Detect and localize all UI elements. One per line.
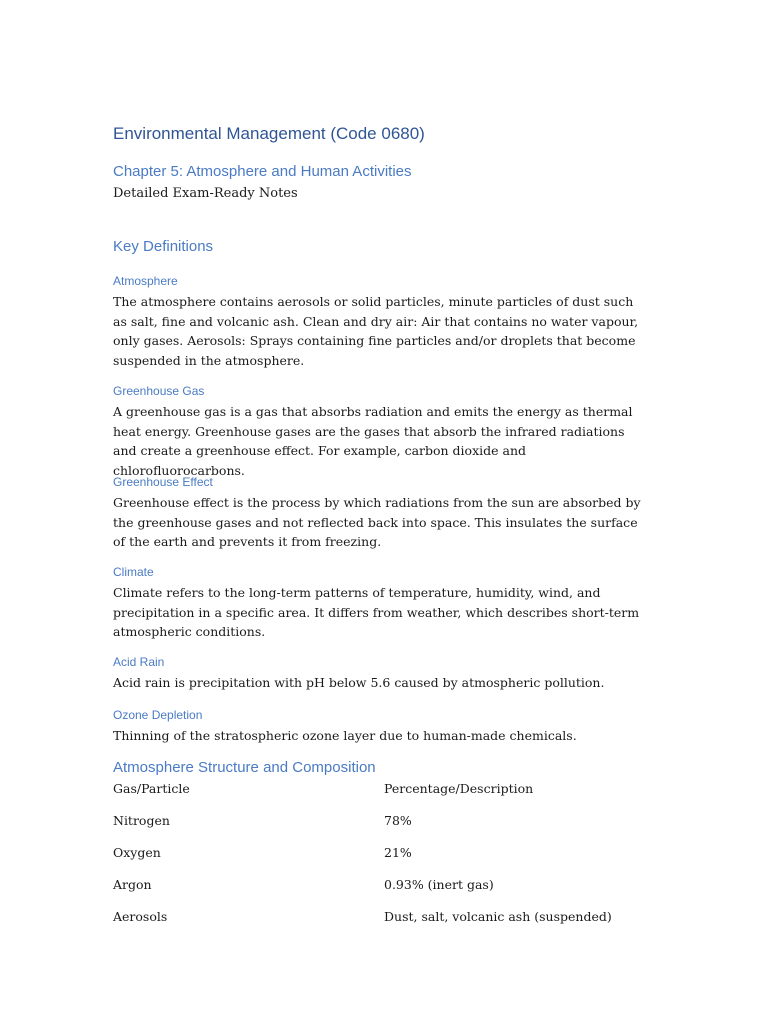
definition-text-greenhouse-gas: A greenhouse gas is a gas that absorbs radiation and emits the energy as thermal heat energy. Greenhouse gases are the gases that absorb the infrared radiations and create a greenhouse effect. For example, carbon dioxide and chlorofluorocarbons.	[113, 404, 633, 478]
definition-text-greenhouse-effect: Greenhouse effect is the process by which radiations from the sun are absorbed by the greenhouse gases and not reflected back into space. This insulates the surface of the earth and prevents it from freezing.	[113, 495, 641, 549]
table-cell: Aerosols	[113, 909, 168, 924]
document-subtitle: Detailed Exam-Ready Notes	[113, 186, 298, 201]
table-cell: 78%	[384, 813, 412, 828]
document-title: Environmental Management (Code 0680)	[113, 124, 425, 143]
definition-text-acid-rain: Acid rain is precipitation with pH below 5.6 caused by atmospheric pollution.	[113, 675, 605, 690]
definition-term-acid-rain: Acid Rain	[113, 655, 165, 669]
table-header-row	[113, 781, 653, 801]
definition-term-greenhouse-gas: Greenhouse Gas	[113, 384, 205, 398]
definition-term-atmosphere: Atmosphere	[113, 274, 178, 288]
definition-term-ozone-depletion: Ozone Depletion	[113, 708, 203, 722]
section-heading-composition: Atmosphere Structure and Composition	[113, 759, 376, 776]
section-heading-key-definitions: Key Definitions	[113, 238, 214, 255]
definition-text-climate: Climate refers to the long-term patterns of temperature, humidity, wind, and precipitation in a specific area. It differs from weather, which describes short-term atmospheric conditions.	[113, 585, 640, 639]
table-header-cell: Percentage/Description	[384, 781, 534, 796]
table-cell: 21%	[384, 845, 412, 860]
table-row	[113, 909, 653, 929]
table-cell: 0.93% (inert gas)	[384, 877, 494, 892]
table-header-cell: Gas/Particle	[113, 781, 190, 796]
definition-text-ozone-depletion: Thinning of the stratospheric ozone layer due to human-made chemicals.	[113, 728, 577, 743]
table-row	[113, 813, 653, 833]
definition-text-atmosphere: The atmosphere contains aerosols or solid particles, minute particles of dust such as salt, fine and volcanic ash. Clean and dry air: Air that contains no water vapour, only gases. Aerosols: Sprays containing fine particles and/or droplets that become suspended in the atmosphere.	[113, 294, 639, 368]
table-row	[113, 877, 653, 897]
table-cell: Argon	[113, 877, 152, 892]
table-row	[113, 845, 653, 865]
definition-term-greenhouse-effect: Greenhouse Effect	[113, 475, 213, 489]
definition-term-climate: Climate	[113, 565, 154, 579]
table-cell: Nitrogen	[113, 813, 170, 828]
table-cell: Dust, salt, volcanic ash (suspended)	[384, 909, 612, 924]
chapter-title: Chapter 5: Atmosphere and Human Activities	[113, 163, 412, 180]
table-cell: Oxygen	[113, 845, 161, 860]
